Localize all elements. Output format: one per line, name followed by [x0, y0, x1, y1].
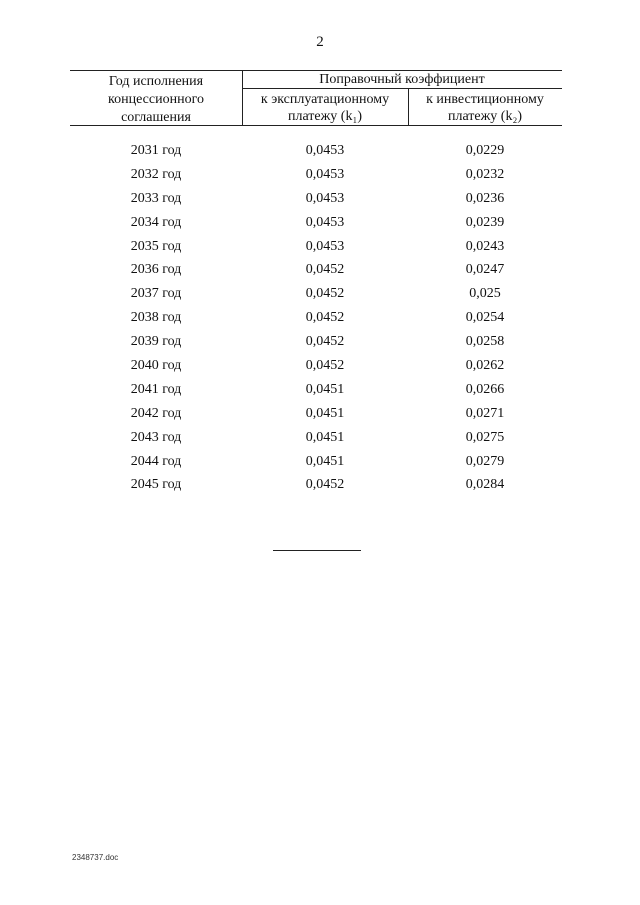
header-k2-line: платежу (k₂)	[447, 109, 523, 124]
k1-cell: 0,0453	[305, 214, 345, 230]
k1-cell: 0,0452	[305, 334, 345, 350]
k2-cell: 0,0279	[465, 453, 505, 469]
table-row	[70, 309, 562, 333]
year-cell: 2045 год	[130, 477, 182, 493]
header-year-line: Год исполнения	[108, 74, 204, 89]
table-body	[70, 142, 562, 500]
k1-cell: 0,0452	[305, 310, 345, 326]
k1-cell: 0,0453	[305, 143, 345, 158]
header-k2-column	[408, 91, 562, 125]
k2-cell: 0,0262	[465, 358, 505, 374]
k1-cell: 0,0451	[305, 405, 345, 421]
table-row	[70, 214, 562, 238]
k1-cell: 0,0452	[305, 477, 345, 493]
table-row	[70, 405, 562, 429]
year-cell: 2031 год	[130, 143, 182, 158]
table-row	[70, 166, 562, 190]
table-row	[70, 238, 562, 262]
year-cell: 2039 год	[130, 334, 182, 350]
year-cell: 2038 год	[130, 310, 182, 326]
year-cell: 2043 год	[130, 429, 182, 445]
k2-cell: 0,0236	[465, 190, 505, 206]
year-cell: 2032 год	[130, 166, 182, 182]
table-row	[70, 381, 562, 405]
header-year-column	[70, 73, 242, 127]
closing-rule	[273, 550, 361, 551]
k1-cell: 0,0452	[305, 262, 345, 278]
header-top-rule	[70, 70, 562, 71]
k2-cell: 0,0275	[465, 429, 505, 445]
k2-cell: 0,0254	[465, 310, 505, 326]
k2-cell: 0,0284	[465, 477, 505, 493]
year-cell: 2035 год	[130, 238, 182, 254]
year-cell: 2044 год	[130, 453, 182, 469]
table-row	[70, 429, 562, 453]
k2-cell: 0,0271	[465, 405, 505, 421]
k1-cell: 0,0451	[305, 453, 345, 469]
year-cell: 2033 год	[130, 190, 182, 206]
header-group-rule	[242, 88, 562, 89]
k1-cell: 0,0452	[305, 286, 345, 302]
k2-cell: 0,0258	[465, 334, 505, 350]
k1-cell: 0,0452	[305, 358, 345, 374]
year-cell: 2037 год	[130, 286, 182, 302]
year-cell: 2036 год	[130, 262, 182, 278]
k1-cell: 0,0453	[305, 166, 345, 182]
table-row	[70, 476, 562, 500]
year-cell: 2041 год	[130, 381, 182, 397]
header-year-line: соглашения	[121, 110, 191, 125]
page-number: 2	[316, 34, 324, 50]
k2-cell: 0,025	[469, 286, 501, 302]
year-cell: 2042 год	[130, 405, 182, 421]
year-cell: 2034 год	[130, 214, 182, 230]
header-k1-line: платежу (k₁)	[287, 109, 363, 124]
table-row	[70, 142, 562, 166]
k1-cell: 0,0451	[305, 381, 345, 397]
k2-cell: 0,0266	[465, 381, 505, 397]
year-cell: 2040 год	[130, 358, 182, 374]
header-year-line: концессионного	[108, 92, 204, 107]
k1-cell: 0,0453	[305, 190, 345, 206]
header-correction-coefficient: Поправочный коэффициент	[319, 72, 485, 87]
k1-cell: 0,0453	[305, 238, 345, 254]
k2-cell: 0,0243	[465, 238, 505, 254]
header-k1-line: к эксплуатационному	[260, 92, 390, 107]
k2-cell: 0,0239	[465, 214, 505, 230]
table-row	[70, 190, 562, 214]
table-row	[70, 285, 562, 309]
table-row	[70, 453, 562, 477]
table-row	[70, 261, 562, 285]
table-row	[70, 333, 562, 357]
k2-cell: 0,0232	[465, 166, 505, 182]
k2-cell: 0,0247	[465, 262, 505, 278]
k2-cell: 0,0229	[465, 143, 505, 158]
table-header	[70, 70, 562, 126]
table-row	[70, 357, 562, 381]
header-k1-column	[242, 91, 408, 125]
document-code: 2348737.doc	[72, 853, 119, 862]
k1-cell: 0,0451	[305, 429, 345, 445]
header-k2-line: к инвестиционному	[426, 92, 544, 107]
